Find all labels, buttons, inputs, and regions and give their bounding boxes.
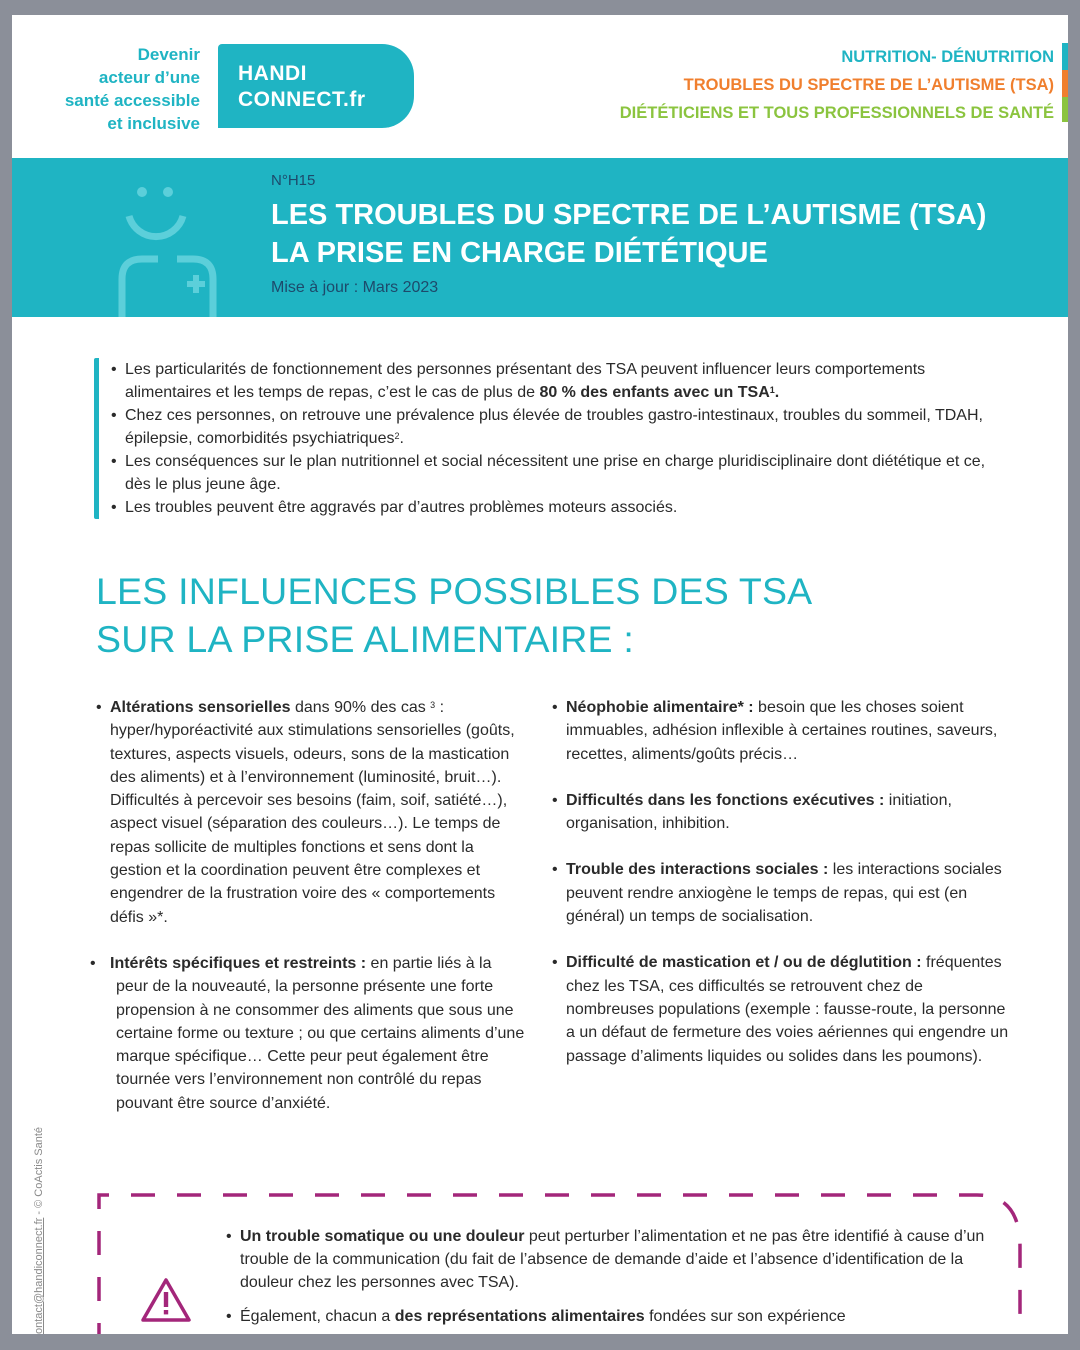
section-heading bbox=[96, 567, 812, 663]
handiconnect-logo[interactable] bbox=[218, 44, 414, 128]
intro-text: Les conséquences sur le plan nutritionnel et social nécessitent une prise en charge pluridisciplinaire dont diététique et ce, dès le plus jeune âge. bbox=[125, 453, 986, 493]
contact-copyright-vertical bbox=[33, 1127, 45, 1334]
influence-item bbox=[96, 952, 526, 1115]
category-audience: DIÉTÉTICIENS ET TOUS PROFESSIONNELS DE SANTÉ bbox=[619, 104, 1054, 122]
warning-title: Un trouble somatique ou une douleur bbox=[240, 1228, 525, 1245]
intro-highlight: 80 % des enfants avec un TSA bbox=[539, 384, 770, 401]
warning-box-content bbox=[226, 1225, 986, 1334]
influence-item bbox=[552, 789, 1012, 836]
warning-item bbox=[226, 1225, 986, 1294]
copyright-text: - © CoActis Santé bbox=[33, 1127, 45, 1218]
intro-text: . bbox=[399, 430, 404, 447]
influence-text: dans 90% des cas bbox=[290, 699, 431, 716]
influence-item bbox=[552, 858, 1012, 928]
tagline-line: Devenir bbox=[137, 45, 200, 64]
tagline-line: santé accessible bbox=[64, 91, 200, 110]
warning-title: des représentations alimentaires bbox=[394, 1308, 645, 1325]
intro-item bbox=[111, 358, 1011, 404]
influence-text: les interactions sociales peuvent rendre anxiogène le temps de repas, qui est (en général) un temps de socialisation. bbox=[566, 861, 1002, 926]
update-date: Mise à jour : Mars 2023 bbox=[271, 279, 439, 296]
influence-title: Altérations sensorielles bbox=[110, 699, 291, 716]
influence-item bbox=[552, 951, 1012, 1067]
influence-title: Difficultés dans les fonctions exécutives : bbox=[566, 791, 885, 809]
category-color-bar bbox=[1062, 97, 1068, 122]
tagline-line: acteur d’une bbox=[98, 68, 200, 87]
title-line-1: LES TROUBLES DU SPECTRE DE L’AUTISME (TSA) bbox=[271, 199, 987, 231]
footnote-ref: 3 bbox=[430, 700, 436, 710]
intro-item bbox=[111, 450, 1011, 496]
warning-text: fondées sur son expérience bbox=[644, 1308, 846, 1325]
document-page bbox=[12, 15, 1068, 1334]
category-tags bbox=[620, 43, 1054, 127]
influence-text: : hyper/hyporéactivité aux stimulations sensorielles (goûts, textures, aspects visuels, odeurs, sons de la mastication des aliments) et à l’environnement (luminosité, bruit…). Difficultés à percevoir ses besoins (faim, soif, satiété…), aspect visuel (séparation des couleurs…). Le temps de repas sollicite de multiples fonctions et sens dont la gestion et la coordination peuvent être complexes et engendrer de la frustration voire des « comportements défis »*. bbox=[110, 699, 515, 926]
footnote-ref: 2 bbox=[394, 431, 400, 441]
document-title bbox=[271, 196, 986, 272]
health-professional-icon bbox=[112, 178, 232, 317]
influence-title: Difficulté de mastication et / ou de déglutition : bbox=[566, 954, 922, 972]
influence-text: besoin que les choses soient immuables, adhésion inflexible à certaines routines, saveurs, recettes, aliments/goûts précis… bbox=[566, 699, 998, 763]
category-nutrition: NUTRITION- DÉNUTRITION bbox=[841, 48, 1054, 66]
title-line-2: LA PRISE EN CHARGE DIÉTÉTIQUE bbox=[271, 237, 768, 269]
intro-text: Chez ces personnes, on retrouve une prévalence plus élevée de troubles gastro-intestinaux, troubles du sommeil, TDAH, épilepsie, comorbidités psychiatriques bbox=[125, 407, 983, 447]
influence-title: Néophobie alimentaire* : bbox=[566, 699, 754, 716]
influences-left-column bbox=[96, 696, 526, 1138]
influence-item bbox=[96, 696, 526, 929]
intro-item bbox=[111, 404, 1011, 450]
section-heading-line-2: SUR LA PRISE ALIMENTAIRE : bbox=[96, 618, 635, 660]
tagline-line: et inclusive bbox=[107, 114, 200, 133]
intro-text: Les troubles peuvent être aggravés par d’autres problèmes moteurs associés. bbox=[125, 499, 678, 516]
intro-item bbox=[111, 496, 1011, 519]
influences-right-column bbox=[552, 696, 1012, 1091]
warning-text: Également, chacun a bbox=[240, 1308, 395, 1325]
warning-triangle-icon bbox=[140, 1277, 192, 1323]
influence-item bbox=[552, 696, 1012, 766]
influence-text: initiation, organisation, inhibition. bbox=[566, 791, 952, 833]
contact-email-link[interactable]: ontact@handiconnect.fr bbox=[33, 1217, 45, 1334]
logo-line-2: CONNECT.fr bbox=[238, 88, 366, 111]
category-color-bar bbox=[1062, 43, 1068, 70]
intro-summary bbox=[94, 358, 1011, 519]
section-heading-line-1: LES INFLUENCES POSSIBLES DES TSA bbox=[96, 570, 813, 612]
warning-item bbox=[226, 1305, 986, 1328]
category-tsa: TROUBLES DU SPECTRE DE L’AUTISME (TSA) bbox=[683, 76, 1054, 94]
influence-text: fréquentes chez les TSA, ces difficultés se retrouvent chez de nombreuses populations (exemple : fausse-route, la personne a un défaut de fermeture des voies aériennes qui engendre un passage d’aliments liquides ou solides dans les poumons). bbox=[566, 954, 1009, 1065]
title-banner bbox=[12, 158, 1068, 317]
warning-text: peut perturber l’alimentation et ne pas être identifié à cause d’un trouble de la communication (du fait de l’absence de demande d’aide et l’absence d’identification de la douleur chez les personnes avec TSA). bbox=[240, 1228, 985, 1291]
intro-text: . bbox=[774, 384, 780, 401]
brand-tagline bbox=[32, 43, 200, 135]
category-color-bar bbox=[1062, 70, 1068, 97]
influence-title: Trouble des interactions sociales : bbox=[566, 861, 829, 879]
document-number: N°H15 bbox=[271, 172, 316, 189]
influence-text: en partie liés à la peur de la nouveauté, la personne présente une forte propension à ne consommer des aliments que sous une certaine forme ou texture ; ou que certains aliments d’une marque spécifique… Cette peur peut également être tournée vers l’environnement non contrôlé du repas pouvant être source d’anxiété. bbox=[116, 954, 525, 1112]
intro-text: Les particularités de fonctionnement des personnes présentant des TSA peuvent influencer leurs comportements alimentaires et les temps de repas, c’est le cas de plus de bbox=[125, 361, 926, 401]
logo-line-1: HANDI bbox=[238, 62, 307, 85]
footnote-ref: 1 bbox=[769, 385, 775, 395]
influence-title: Intérêts spécifiques et restreints : bbox=[110, 954, 367, 972]
